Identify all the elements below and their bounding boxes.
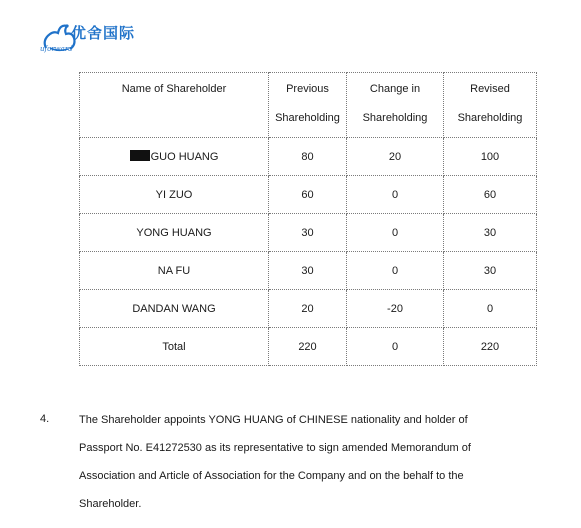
revised-cell: 30 xyxy=(444,214,537,252)
redaction-mark xyxy=(130,150,150,161)
previous-cell: 80 xyxy=(269,138,347,176)
shareholder-name: GUO HUANG xyxy=(80,138,269,176)
change-cell: 20 xyxy=(347,138,444,176)
revised-cell: 100 xyxy=(444,138,537,176)
header-name: Name of Shareholder xyxy=(80,73,269,138)
header-revised: Revised Shareholding xyxy=(444,73,537,138)
clause-line: The Shareholder appoints YONG HUANG of CHINESE nationality and holder of xyxy=(79,414,468,426)
table-total-row xyxy=(80,328,537,366)
clause-line: Shareholder. xyxy=(79,498,142,510)
revised-cell: 0 xyxy=(444,290,537,328)
table-header-row xyxy=(80,73,537,138)
clause-line: Passport No. E41272530 as its representative to sign amended Memorandum of xyxy=(79,442,471,454)
header-previous: Previous Shareholding xyxy=(269,73,347,138)
revised-cell: 60 xyxy=(444,176,537,214)
previous-cell: 60 xyxy=(269,176,347,214)
shareholder-name: YONG HUANG xyxy=(80,214,269,252)
revised-cell: 30 xyxy=(444,252,537,290)
previous-total: 220 xyxy=(269,328,347,366)
header-change: Change in Shareholding xyxy=(347,73,444,138)
change-total: 0 xyxy=(347,328,444,366)
logo-tagline: uforward xyxy=(40,45,73,53)
change-cell: 0 xyxy=(347,176,444,214)
table-row xyxy=(80,176,537,214)
table-row xyxy=(80,214,537,252)
clause-number: 4. xyxy=(40,413,50,425)
shareholder-name: DANDAN WANG xyxy=(80,290,269,328)
change-cell: 0 xyxy=(347,214,444,252)
table-row xyxy=(80,290,537,328)
shareholder-name: YI ZUO xyxy=(80,176,269,214)
previous-cell: 30 xyxy=(269,252,347,290)
table-row xyxy=(80,138,537,176)
revised-total: 220 xyxy=(444,328,537,366)
total-label: Total xyxy=(80,328,269,366)
table-row xyxy=(80,252,537,290)
clause-line: Association and Article of Association for the Company and on the behalf to the xyxy=(79,470,464,482)
change-cell: 0 xyxy=(347,252,444,290)
shareholder-name: NA FU xyxy=(80,252,269,290)
previous-cell: 20 xyxy=(269,290,347,328)
previous-cell: 30 xyxy=(269,214,347,252)
clause-paragraph xyxy=(79,406,499,518)
shareholding-table xyxy=(79,72,537,366)
change-cell: -20 xyxy=(347,290,444,328)
logo-text: 优舍国际 xyxy=(71,24,136,42)
